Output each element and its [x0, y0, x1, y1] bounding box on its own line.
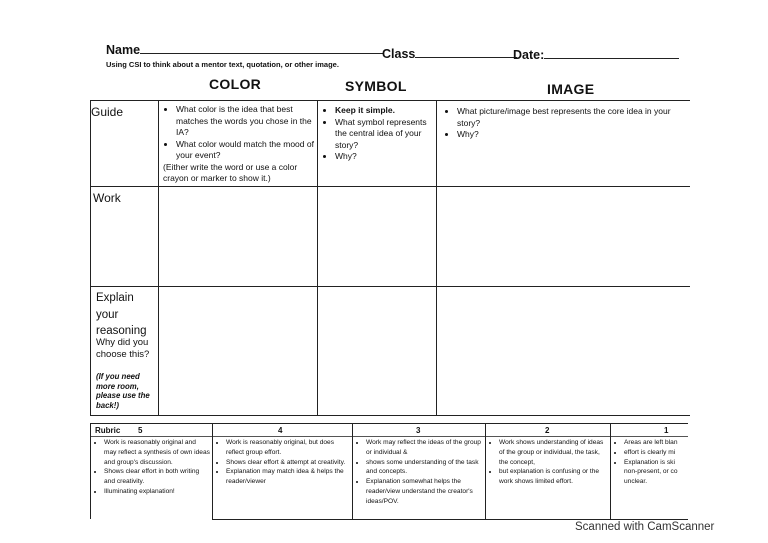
rubric-line	[352, 423, 353, 519]
rubric-score-2: 2	[545, 426, 550, 435]
rubric-item: • but explanation is confusing or the work shows limited effort.	[499, 467, 608, 487]
rubric-item: • Shows clear effort in both writing and creativity.	[104, 467, 210, 487]
explain-line: Explain	[96, 292, 134, 304]
rubric-item: • Explanation may match idea & helps the reader/viewer	[226, 467, 350, 487]
column-symbol: SYMBOL	[345, 78, 407, 94]
guide-image-item: • What picture/image best represents the core idea in your story?	[457, 106, 686, 129]
rubric-label	[95, 426, 120, 435]
rubric-score-4: 4	[278, 426, 283, 435]
class-label: Class	[382, 47, 416, 61]
rubric-line	[610, 423, 611, 519]
rubric-item: • Areas are left blan	[624, 438, 686, 448]
guide-image-item: • Why?	[457, 129, 686, 141]
guide-color-item: • What color is the idea that best matches the words you chose in the IA?	[176, 104, 315, 139]
rubric-item: • Explanation is ski non-present, or co unclear.	[624, 458, 686, 487]
name-line[interactable]	[140, 42, 384, 54]
rubric-cell-2	[489, 438, 608, 487]
guide-symbol-item: • What symbol represents the central idea of your story?	[335, 117, 434, 152]
grid-line	[90, 100, 91, 416]
rubric-item: • effort is clearly mi	[624, 448, 686, 458]
rubric-line	[90, 436, 688, 437]
rubric-line	[212, 519, 688, 520]
rubric-label-text: Rubric	[95, 426, 121, 435]
work-color-cell[interactable]	[159, 187, 316, 285]
guide-color-note: (Either write the word or use a color crayon or marker to show it.)	[163, 161, 298, 183]
rubric-line	[90, 423, 688, 424]
grid-line	[90, 415, 690, 416]
scanner-watermark: Scanned with CamScanner	[575, 521, 715, 533]
rubric-line	[212, 423, 213, 519]
rubric-cell-5	[94, 438, 210, 497]
work-symbol-cell[interactable]	[318, 187, 435, 285]
worksheet-grid	[90, 100, 690, 416]
class-line[interactable]	[415, 46, 517, 58]
name-field[interactable]	[106, 42, 384, 57]
explain-question-line: choose this?	[96, 349, 150, 360]
guide-symbol-cell	[322, 105, 434, 163]
explain-question	[96, 337, 149, 361]
explain-note	[96, 372, 150, 410]
column-color: COLOR	[209, 76, 262, 92]
work-image-cell[interactable]	[437, 187, 689, 285]
guide-color-item: • What color would match the mood of your event?	[176, 139, 315, 162]
explain-note-line: please use the	[96, 391, 150, 400]
row-label-guide: Guide	[91, 105, 124, 119]
rubric-item: • Illuminating explanation!	[104, 487, 210, 497]
rubric-cell-3	[356, 438, 483, 507]
explain-image-cell[interactable]	[437, 287, 689, 414]
rubric-item: • shows some understanding of the task and concepts.	[366, 458, 483, 478]
date-label: Date:	[513, 48, 545, 62]
rubric-score-3: 3	[416, 426, 421, 435]
rubric-table	[90, 423, 688, 519]
rubric-item: • Work shows understanding of ideas of the group or individual, the task, the concept,	[499, 438, 608, 467]
grid-line	[90, 100, 690, 101]
explain-note-line: back!)	[96, 400, 119, 410]
rubric-score-1: 1	[664, 426, 669, 435]
instruction-text: Using CSI to think about a mentor text, quotation, or other image.	[106, 60, 339, 69]
rubric-item: • Work may reflect the ideas of the group or individual &	[366, 438, 483, 458]
guide-symbol-item: • Why?	[335, 151, 434, 163]
explain-note-line: (If you need	[96, 372, 140, 381]
column-image: IMAGE	[547, 81, 595, 97]
rubric-line	[90, 423, 91, 519]
date-line[interactable]	[544, 47, 679, 59]
rubric-item: • Explanation somewhat helps the reader/view understand the creator's ideas/POV.	[366, 477, 483, 506]
rubric-item: • Work is reasonably original and may reflect a synthesis of own ideas and group's discussion.	[104, 438, 210, 467]
explain-question-line: Why did you	[96, 337, 149, 348]
explain-note-line: more room,	[96, 381, 139, 391]
name-label: Name	[106, 43, 141, 57]
rubric-item: • Shows clear effort & attempt at creativity.	[226, 458, 350, 468]
guide-color-cell	[163, 104, 315, 185]
rubric-cell-1	[614, 438, 686, 487]
date-field[interactable]	[513, 47, 679, 62]
guide-image-cell	[444, 106, 686, 141]
row-label-work: Work	[93, 191, 121, 205]
explain-symbol-cell[interactable]	[318, 287, 435, 414]
explain-line: your	[96, 308, 119, 321]
rubric-score-5: 5	[138, 426, 143, 435]
explain-line: reasoning	[96, 325, 147, 337]
row-label-explain	[96, 290, 147, 340]
guide-symbol-item: • Keep it simple.	[335, 105, 434, 117]
explain-color-cell[interactable]	[159, 287, 316, 414]
class-field[interactable]	[382, 46, 517, 61]
rubric-item: • Work is reasonably original, but does reflect group effort.	[226, 438, 350, 458]
rubric-line	[485, 423, 486, 519]
rubric-cell-4	[216, 438, 350, 487]
